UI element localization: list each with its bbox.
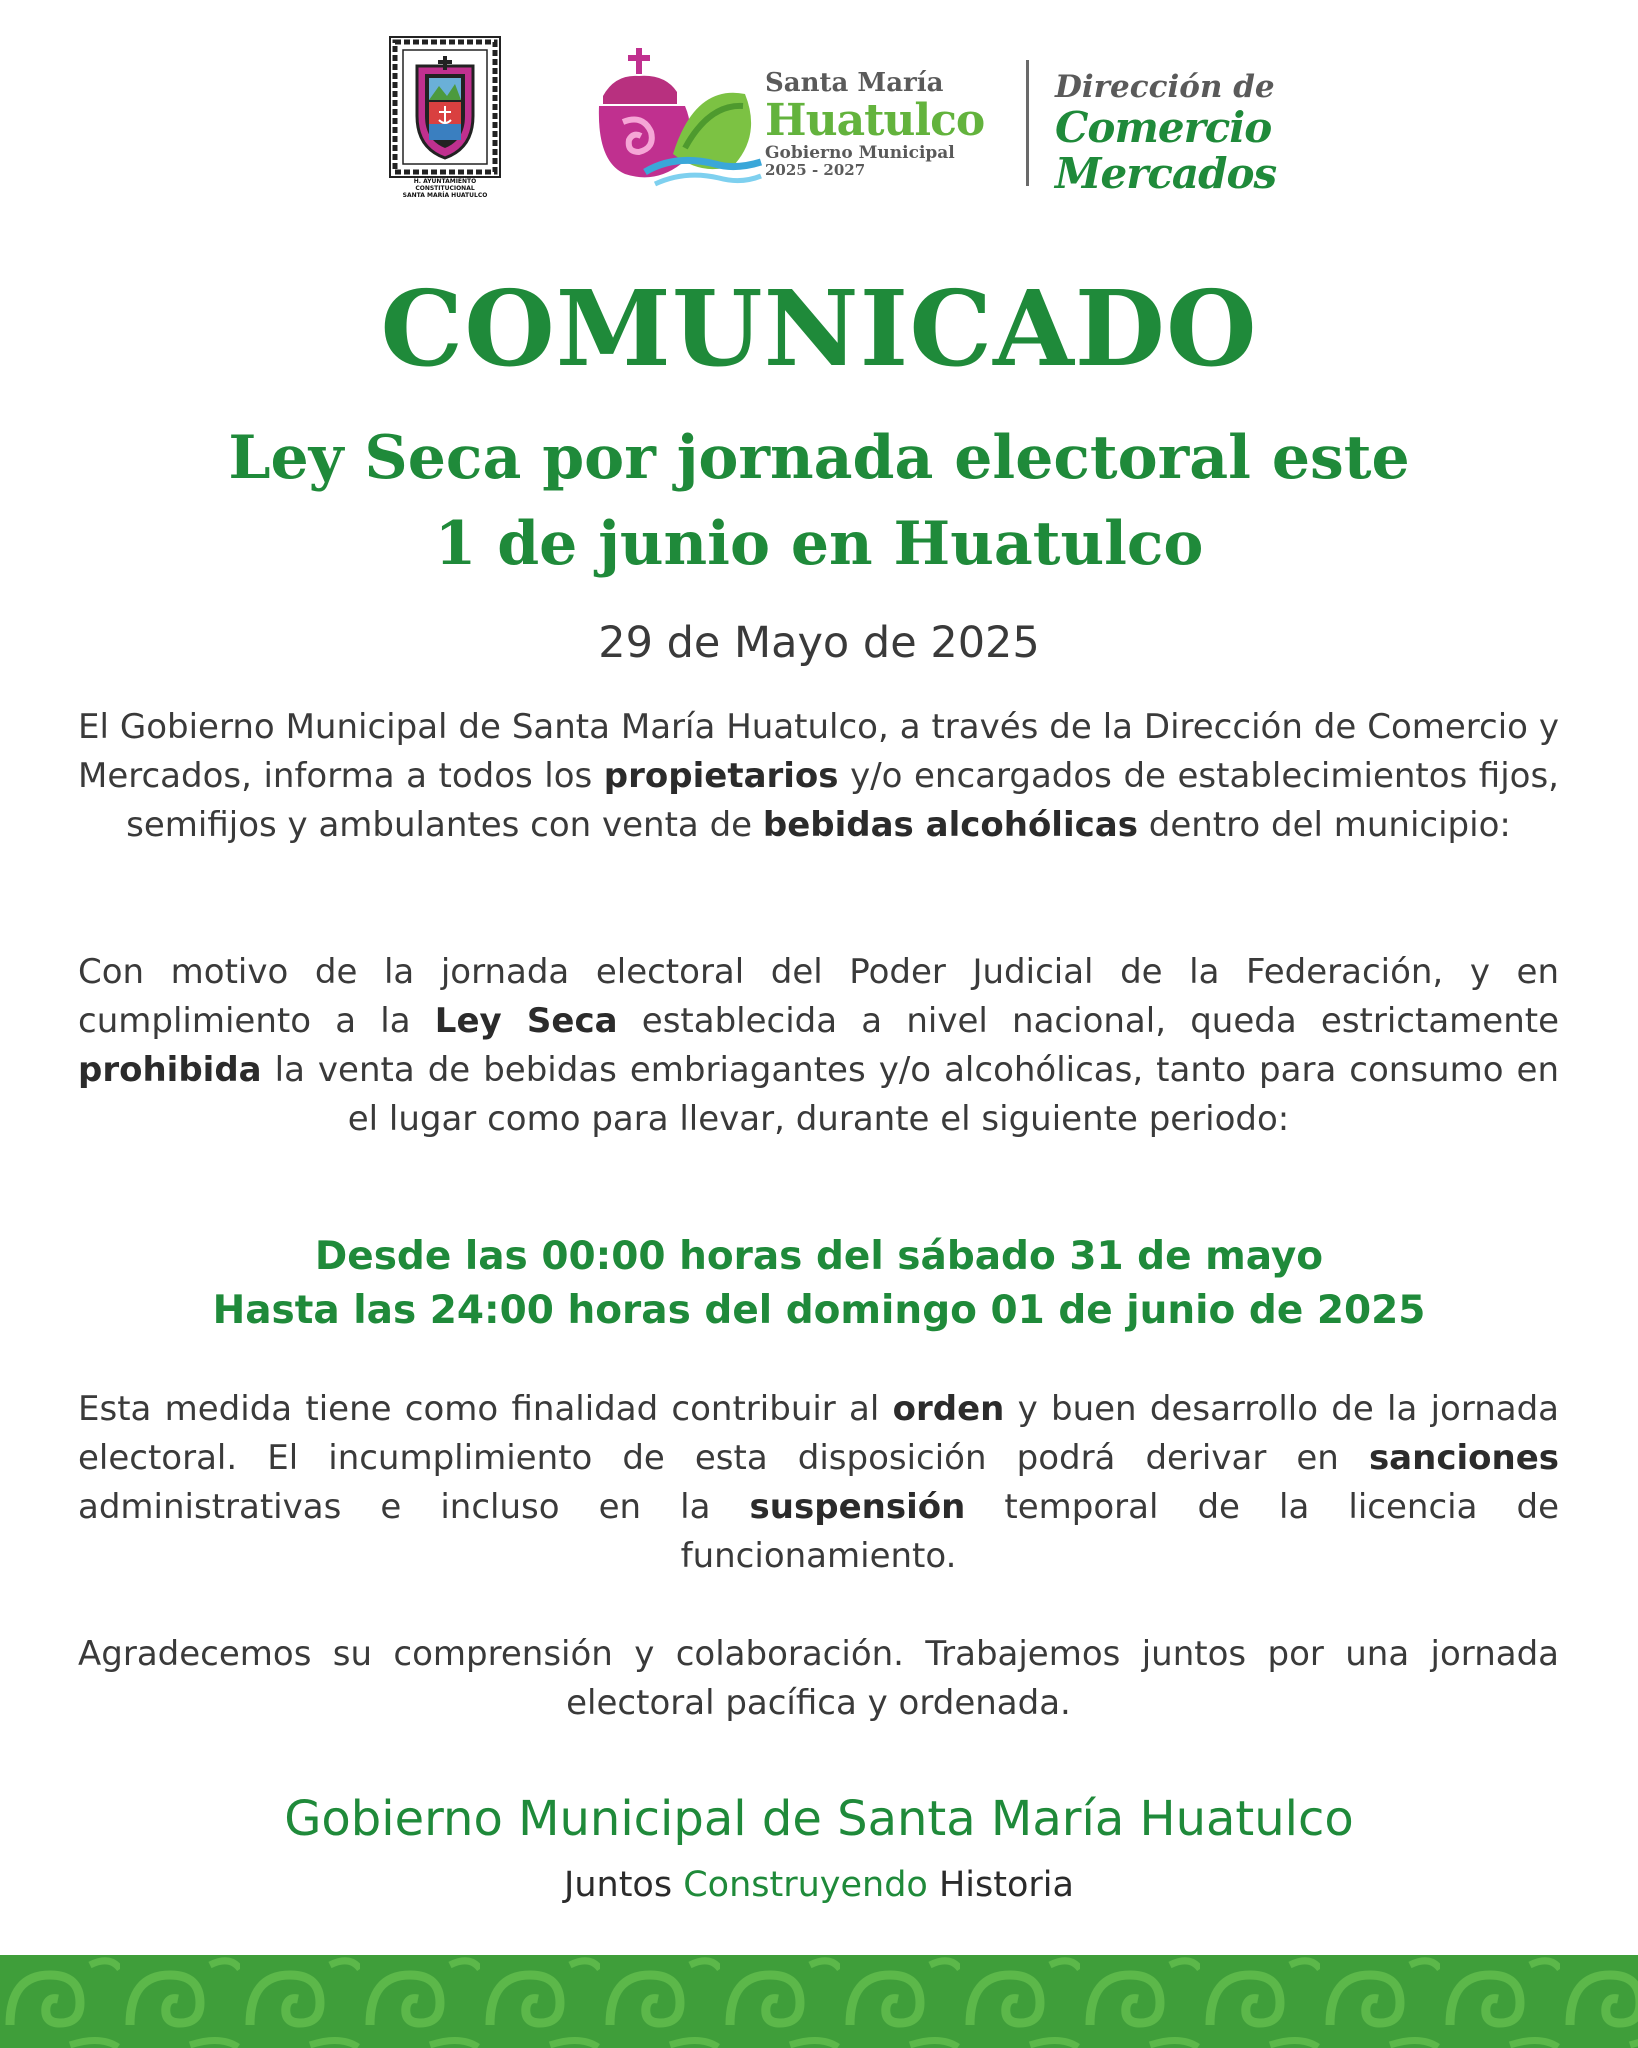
decorative-pattern [0,1955,1638,2048]
bold-propietarios: propietarios [603,756,839,796]
period-to: Hasta las 24:00 horas del domingo 01 de junio de 2025 [212,1288,1426,1333]
header [0,36,1638,201]
subtitle-line-2: 1 de junio en Huatulco [434,509,1204,579]
period-block [0,1230,1638,1338]
brand-text [765,68,995,178]
dept-line-2: Comercio [1055,103,1272,152]
signature: Gobierno Municipal de Santa María Huatulco [284,1791,1354,1847]
church-wave-logo-icon [585,44,765,194]
bold-ley-seca: Ley Seca [434,1001,618,1041]
slogan: Juntos Construyendo Historia [564,1865,1074,1905]
brand-line-3: Gobierno Municipal [765,143,955,163]
header-divider [1026,60,1029,186]
subtitle-line-1: Ley Seca por jornada electoral este [228,423,1410,493]
seal-caption: H. AYUNTAMIENTO CONSTITUCIONAL SANTA MARÍA HUATULCO [402,178,488,199]
paragraph-purpose: Esta medida tiene como finalidad contribuir al orden y buen desarrollo de la jornada electoral. El incumplimiento de esta disposición podrá derivar en sanciones administrativas e incluso en la suspensión temporal de la licencia de funcionamiento. [78,1389,1560,1576]
department-name [1055,69,1355,197]
bold-prohibida: prohibida [78,1050,262,1090]
brand-line-4: 2025 - 2027 [765,161,866,179]
dept-line-3: Mercados [1055,149,1277,198]
pattern-graphic [0,1955,1638,2048]
publication-date: 29 de Mayo de 2025 [598,618,1040,668]
page-title: COMUNICADO [380,267,1258,390]
brand-logo-graphic [585,44,765,194]
seal-graphic [389,36,501,178]
paragraph-prohibition: Con motivo de la jornada electoral del Poder Judicial de la Federación, y en cumplimiento a la Ley Seca establecida a nivel nacional, queda estrictamente prohibida la venta de bebidas embriagantes y/o alcohólicas, tanto para consumo en el lugar como para llevar, durante el siguiente periodo: [78,952,1559,1139]
period-from: Desde las 00:00 horas del sábado 31 de mayo [314,1234,1324,1279]
page-subtitle [100,415,1538,587]
dept-line-1: Dirección de [1055,69,1275,105]
bold-orden: orden [892,1389,1005,1429]
bold-suspension: suspensión [749,1487,966,1527]
bold-bebidas-alcoholicas: bebidas alcohólicas [762,805,1138,845]
brand-line-1: Santa María [765,68,944,98]
paragraph-intro: El Gobierno Municipal de Santa María Huatulco, a través de la Dirección de Comercio y Mercados, informa a todos los propietarios y/o encargados de establecimientos fijos, semifijos y ambulantes con venta de bebidas alcohólicas dentro del municipio: [78,707,1559,845]
bold-sanciones: sanciones [1368,1438,1559,1478]
paragraph-thanks: Agradecemos su comprensión y colaboración. Trabajemos juntos por una jornada electoral pacífica y ordenada. [78,1634,1559,1723]
municipal-seal-icon [389,36,501,199]
brand-line-2: Huatulco [765,95,985,146]
